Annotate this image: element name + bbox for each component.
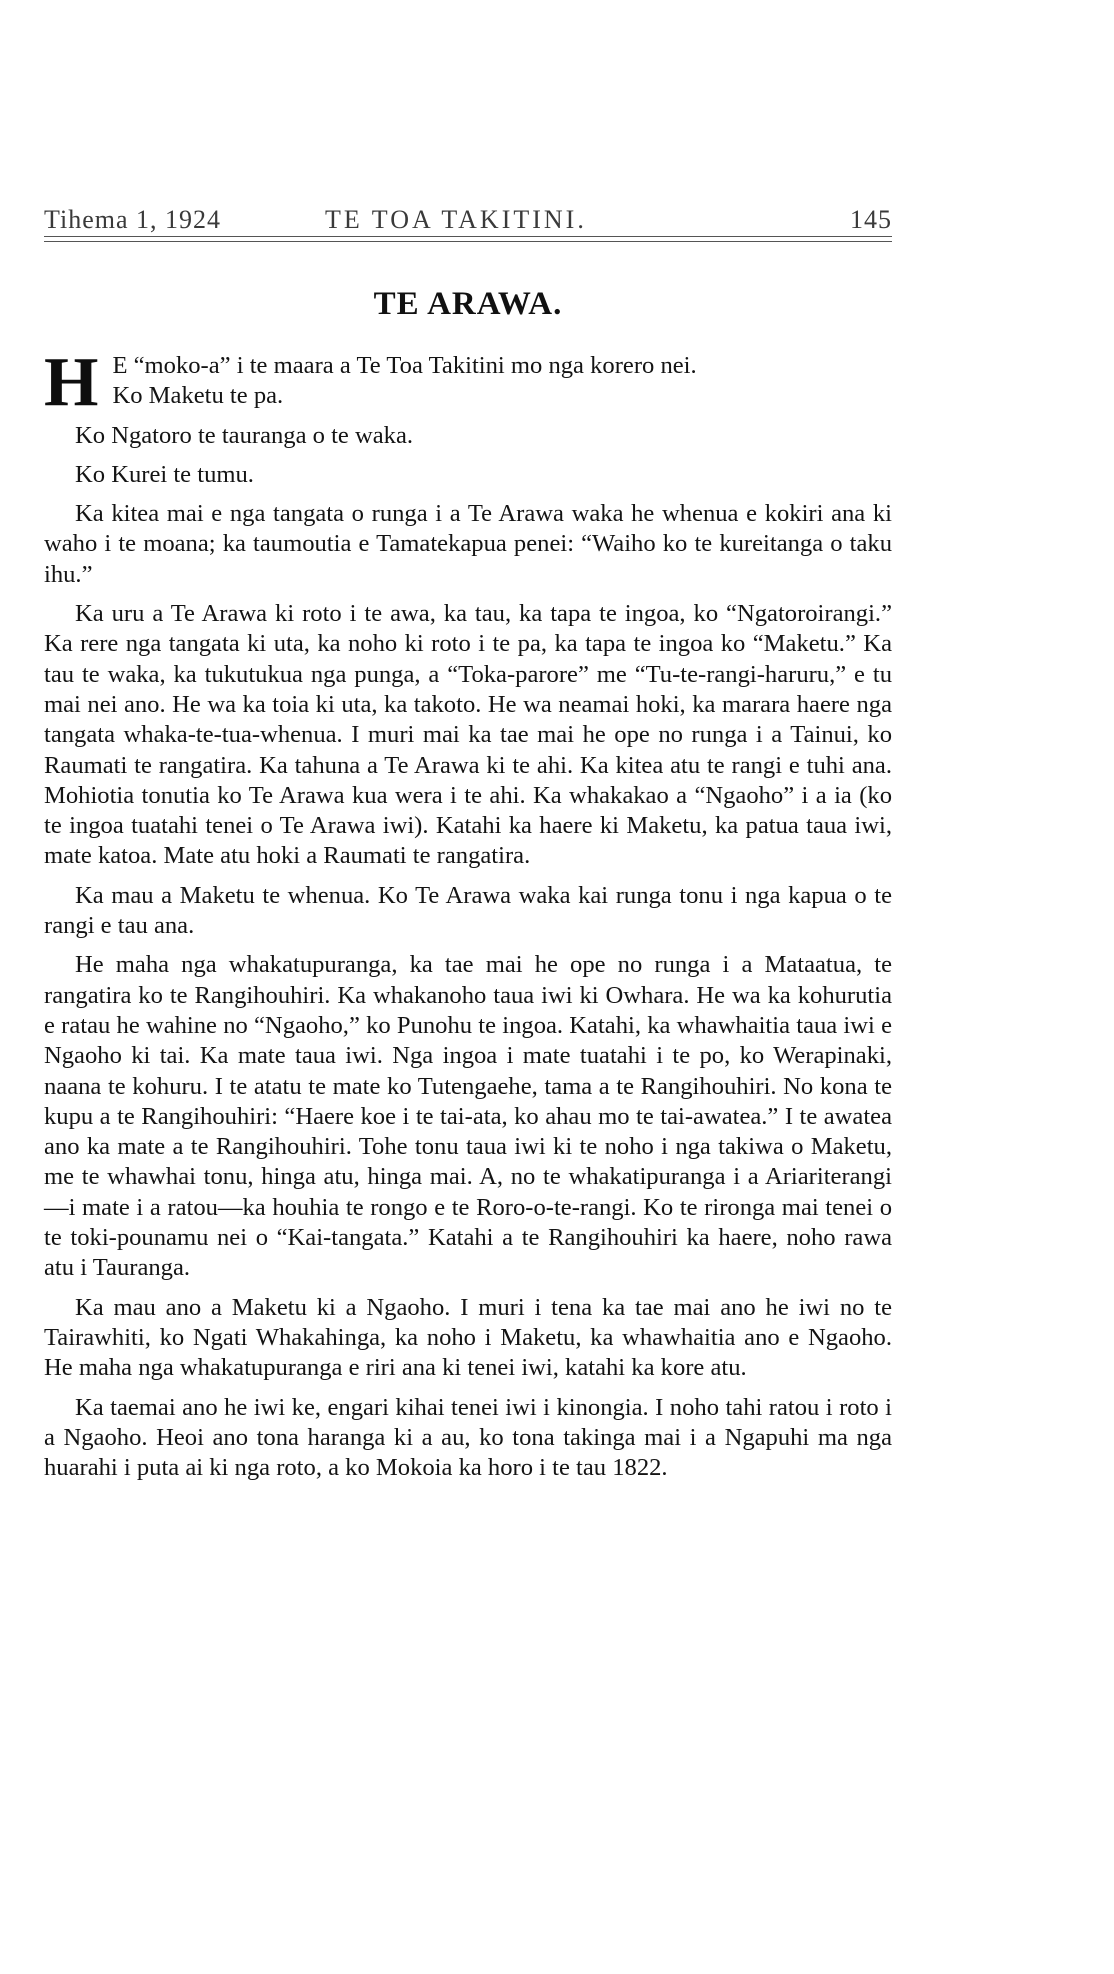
paragraph: Ka mau a Maketu te whenua. Ko Te Arawa waka kai runga tonu i nga kapua o te rangi e tau ana. — [44, 881, 892, 940]
paragraph: Ka kitea mai e nga tangata o runga i a Te Arawa waka he whenua e kokiri ana ki waho i te moana; ka taumoutia e Tamatekapua penei: “Waiho ko te kureitanga o taku ihu.” — [44, 500, 892, 588]
header-rule — [44, 236, 892, 237]
header-rule — [44, 241, 892, 242]
paragraph: Ko Ngatoro te tauranga o te waka. — [75, 421, 414, 449]
article-title: TE ARAWA. — [373, 286, 563, 322]
page-number: 145 — [850, 205, 892, 234]
paragraph: He maha nga whakatupuranga, ka tae mai he ope no runga i a Mataatua, te rangatira ko te Rangihouhiri. Ka whakanoho taua iwi ki Owhara. He wa ka kohurutia e ratau he wahine no “Ngaoho,” ko Punohu te ingoa. Katahi, ka whawhaitia taua iwi e Ngaoho ki tai. Ka mate taua iwi. Nga ingoa i mate tuatahi i te po, ko Werapinaki, naana te kohuru. I te atatu te mate ko Tutengaehe, tama a te Rangihouhiri. No kona te kupu a te Rangihouhiri: “Haere koe i te tai-ata, ko ahau mo te tai-awatea.” I te awatea ano ka mate a te Rangihouhiri. Tohe tonu taua iwi ki te noho i nga takiwa o Maketu, me te whawhai tonu, hinga atu, hinga mai. A, no te whakatipuranga i a Ariariterangi—i mate i a ratou—ka houhia te rongo e te Roro-o-te-rangi. Ko te rironga mai tenei o te toki-pounamu nei o “Kai-tangata.” Katahi a te Rangihouhiri ka haere, noho rawa atu i Tauranga. — [44, 951, 892, 1282]
opening-line: Ko Maketu te pa. — [112, 382, 284, 410]
paragraph: Ko Kurei te tumu. — [75, 460, 254, 488]
paragraph: Ka uru a Te Arawa ki roto i te awa, ka tau, ka tapa te ingoa, ko “Ngatoroirangi.” Ka rere nga tangata ki uta, ka noho ki roto i te pa, ka tapa te ingoa ko “Maketu.” Ka tau te waka, ka tukutukua nga punga, a “Toka-parore” me “Tu-te-rangi-haruru,” e tu mai nei ano. He wa ka toia ki uta, ka takoto. He wa neamai hoki, ka marara haere nga tangata whaka-te-tua-whenua. I muri mai ka tae mai he ope no runga i a Tainui, ko Raumati te rangatira. Ka tahuna a Te Arawa ki te ahi. Ka kitea atu te rangi e tuhi ana. Mohiotia tonutia ko Te Arawa kua wera i te ahi. Ka whakakao a “Ngaoho” i a ia (ko te ingoa tuatahi tenei o Te Arawa iwi). Katahi ka haere ki Maketu, ka patua taua iwi, mate katoa. Mate atu hoki a Raumati te rangatira. — [44, 600, 892, 870]
running-header — [44, 205, 892, 235]
paragraph: Ka mau ano a Maketu ki a Ngaoho. I muri i tena ka tae mai ano he iwi no te Tairawhiti, ko Ngati Whakahinga, ka noho i Maketu, ka whawhaitia ano e Ngaoho. He maha nga whakatupuranga e riri ana ki tenei iwi, katahi ka kore atu. — [44, 1293, 892, 1382]
document-page — [44, 0, 892, 1974]
paragraph: Ka taemai ano he iwi ke, engari kihai tenei iwi i kinongia. I noho tahi ratou i roto i a Ngaoho. Heoi ano tona haranga ki a au, ko tona takinga mai i a Ngapuhi ma nga huarahi i puta ai ki nga roto, a ko Mokoia ka horo i te tau 1822. — [44, 1393, 892, 1482]
opening-text: E “moko-a” i te maara a Te Toa Takitini mo nga korero nei. — [112, 352, 697, 379]
issue-date: Tihema 1, 1924 — [44, 205, 221, 234]
opening-paragraph — [44, 344, 892, 421]
publication-title: TE TOA TAKITINI. — [325, 205, 587, 234]
drop-cap: H — [44, 344, 99, 421]
article-body — [44, 344, 892, 1492]
